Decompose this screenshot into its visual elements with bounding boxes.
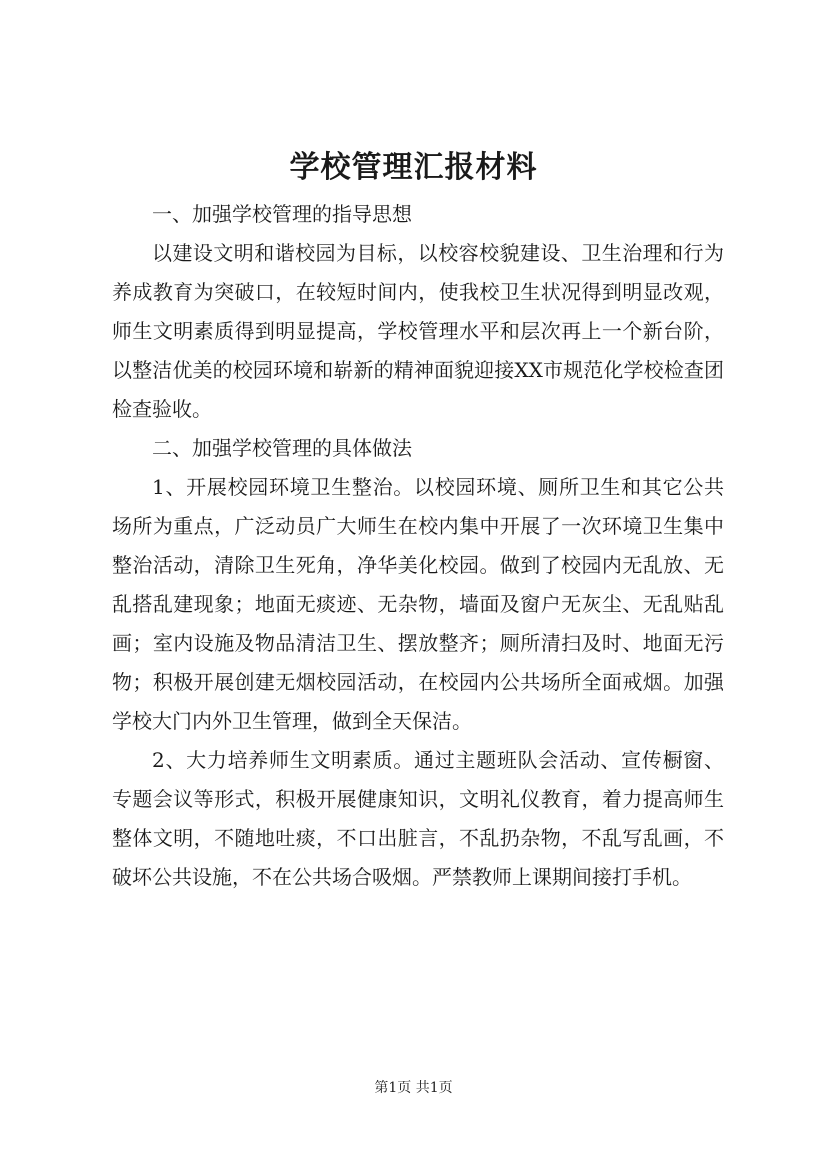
paragraph-guiding-ideology: 以建设文明和谐校园为目标，以校容校貌建设、卫生治理和行为养成教育为突破口，在较短时间内，使我校卫生状况得到明显改观，师生文明素质得到明显提高，学校管理水平和层次再上一个新台阶，以整洁优美的校园环境和崭新的精神面貌迎接XX市规范化学校检查团检查验收。 bbox=[112, 241, 724, 421]
section-heading-specific-practices: 二、加强学校管理的具体做法 bbox=[152, 436, 412, 460]
document-body bbox=[112, 195, 724, 897]
section-heading-guiding-ideology: 一、加强学校管理的指导思想 bbox=[152, 202, 412, 226]
paragraph-civility-cultivation: 2、大力培养师生文明素质。通过主题班队会活动、宣传橱窗、专题会议等形式，积极开展健康知识，文明礼仪教育，着力提高师生整体文明，不随地吐痰，不口出脏言，不乱扔杂物，不乱写乱画，不破坏公共设施，不在公共场合吸烟。严禁教师上课期间接打手机。 bbox=[112, 748, 724, 889]
document-title: 学校管理汇报材料 bbox=[289, 150, 538, 185]
paragraph-environment-cleanup: 1、开展校园环境卫生整治。以校园环境、厕所卫生和其它公共场所为重点，广泛动员广大师生在校内集中开展了一次环境卫生集中整治活动，清除卫生死角，净华美化校园。做到了校园内无乱放、无乱搭乱建现象；地面无痰迹、无杂物，墙面及窗户无灰尘、无乱贴乱画；室内设施及物品清洁卫生、摆放整齐；厕所清扫及时、地面无污物；积极开展创建无烟校园活动，在校园内公共场所全面戒烟。加强学校大门内外卫生管理，做到全天保洁。 bbox=[112, 475, 724, 733]
page-number-footer: 第1页 共1页 bbox=[374, 1080, 453, 1096]
